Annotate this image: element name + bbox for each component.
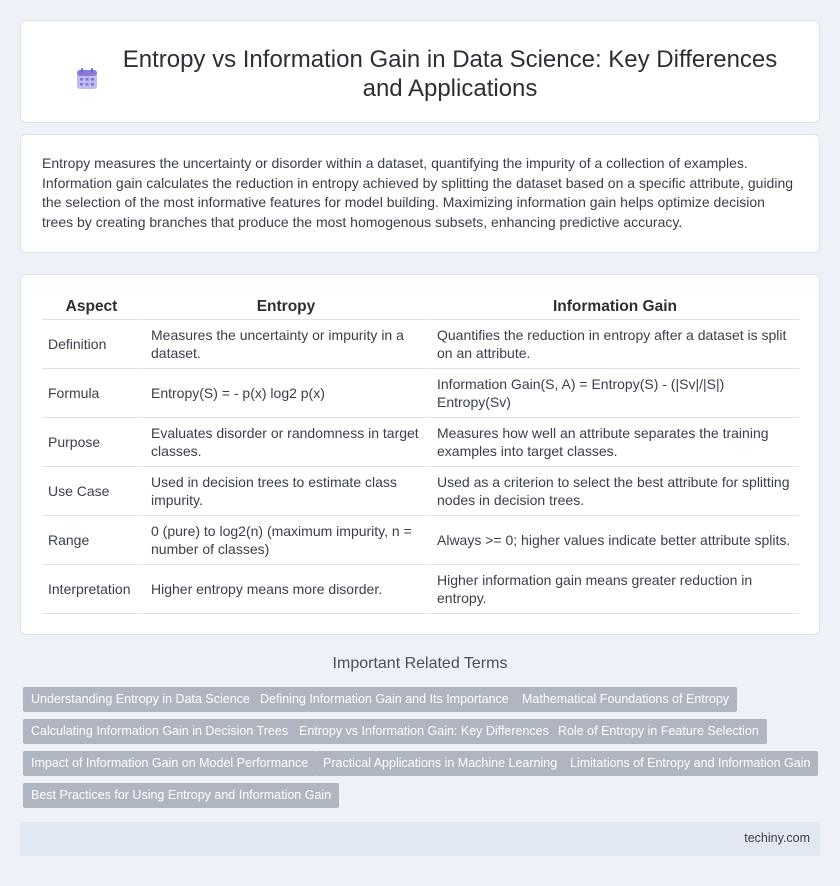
footer xyxy=(20,822,820,856)
aspect-cell: Use Case xyxy=(42,467,141,516)
comparison-table-card xyxy=(20,274,820,635)
table-row xyxy=(42,516,799,565)
header-aspect: Aspect xyxy=(42,294,141,320)
aspect-cell: Interpretation xyxy=(42,565,141,614)
related-term-tag[interactable]: Defining Information Gain and Its Importance xyxy=(252,687,517,712)
intro-paragraph: Entropy measures the uncertainty or disorder within a dataset, quantifying the impurity of a collection of examples. Information gain calculates the reduction in entropy achieved by splitting the dataset based on a specific attribute, guiding the selection of the most informative features for model building. Maximizing information gain helps optimize decision trees by creating branches that produce the most homogenous subsets, enhancing predictive accuracy. xyxy=(42,155,794,231)
related-term-tag[interactable]: Impact of Information Gain on Model Performance xyxy=(23,751,316,776)
related-term-tag[interactable]: Practical Applications in Machine Learning xyxy=(315,751,565,776)
related-term-tag[interactable]: Calculating Information Gain in Decision Trees xyxy=(23,719,296,744)
aspect-cell: Range xyxy=(42,516,141,565)
entropy-cell: Evaluates disorder or randomness in target classes. xyxy=(141,418,429,467)
header-entropy: Entropy xyxy=(141,294,429,320)
information-gain-cell: Information Gain(S, A) = Entropy(S) - (|Sv|/|S|) Entropy(Sv) xyxy=(429,369,799,418)
table-row xyxy=(42,418,799,467)
table-row xyxy=(42,565,799,614)
title-card xyxy=(20,20,820,123)
aspect-cell: Definition xyxy=(42,320,141,369)
entropy-cell: Higher entropy means more disorder. xyxy=(141,565,429,614)
information-gain-cell: Used as a criterion to select the best attribute for splitting nodes in decision trees. xyxy=(429,467,799,516)
footer-site-label[interactable]: techiny.com xyxy=(744,831,810,845)
page-title: Entropy vs Information Gain in Data Science: Key Differences and Applications xyxy=(122,46,778,102)
header-information-gain: Information Gain xyxy=(429,294,799,320)
information-gain-cell: Quantifies the reduction in entropy after a dataset is split on an attribute. xyxy=(429,320,799,369)
table-header-row xyxy=(42,294,799,320)
table-row xyxy=(42,467,799,516)
intro-card xyxy=(20,134,820,253)
aspect-cell: Formula xyxy=(42,369,141,418)
related-term-tag[interactable]: Entropy vs Information Gain: Key Differences xyxy=(291,719,557,744)
comparison-table xyxy=(42,294,799,614)
entropy-cell: Used in decision trees to estimate class impurity. xyxy=(141,467,429,516)
information-gain-cell: Higher information gain means greater reduction in entropy. xyxy=(429,565,799,614)
related-term-tag[interactable]: Best Practices for Using Entropy and Information Gain xyxy=(23,783,339,808)
entropy-cell: 0 (pure) to log2(n) (maximum impurity, n = number of classes) xyxy=(141,516,429,565)
information-gain-cell: Measures how well an attribute separates the training examples into target classes. xyxy=(429,418,799,467)
related-term-tag[interactable]: Role of Entropy in Feature Selection xyxy=(550,719,767,744)
table-row xyxy=(42,369,799,418)
table-row xyxy=(42,320,799,369)
aspect-cell: Purpose xyxy=(42,418,141,467)
related-term-tag[interactable]: Understanding Entropy in Data Science xyxy=(23,687,258,712)
related-term-tag[interactable]: Limitations of Entropy and Information Gain xyxy=(562,751,818,776)
related-terms-heading: Important Related Terms xyxy=(332,655,508,672)
entropy-cell: Measures the uncertainty or impurity in a dataset. xyxy=(141,320,429,369)
information-gain-cell: Always >= 0; higher values indicate better attribute splits. xyxy=(429,516,799,565)
related-term-tag[interactable]: Mathematical Foundations of Entropy xyxy=(514,687,737,712)
entropy-cell: Entropy(S) = - p(x) log2 p(x) xyxy=(141,369,429,418)
